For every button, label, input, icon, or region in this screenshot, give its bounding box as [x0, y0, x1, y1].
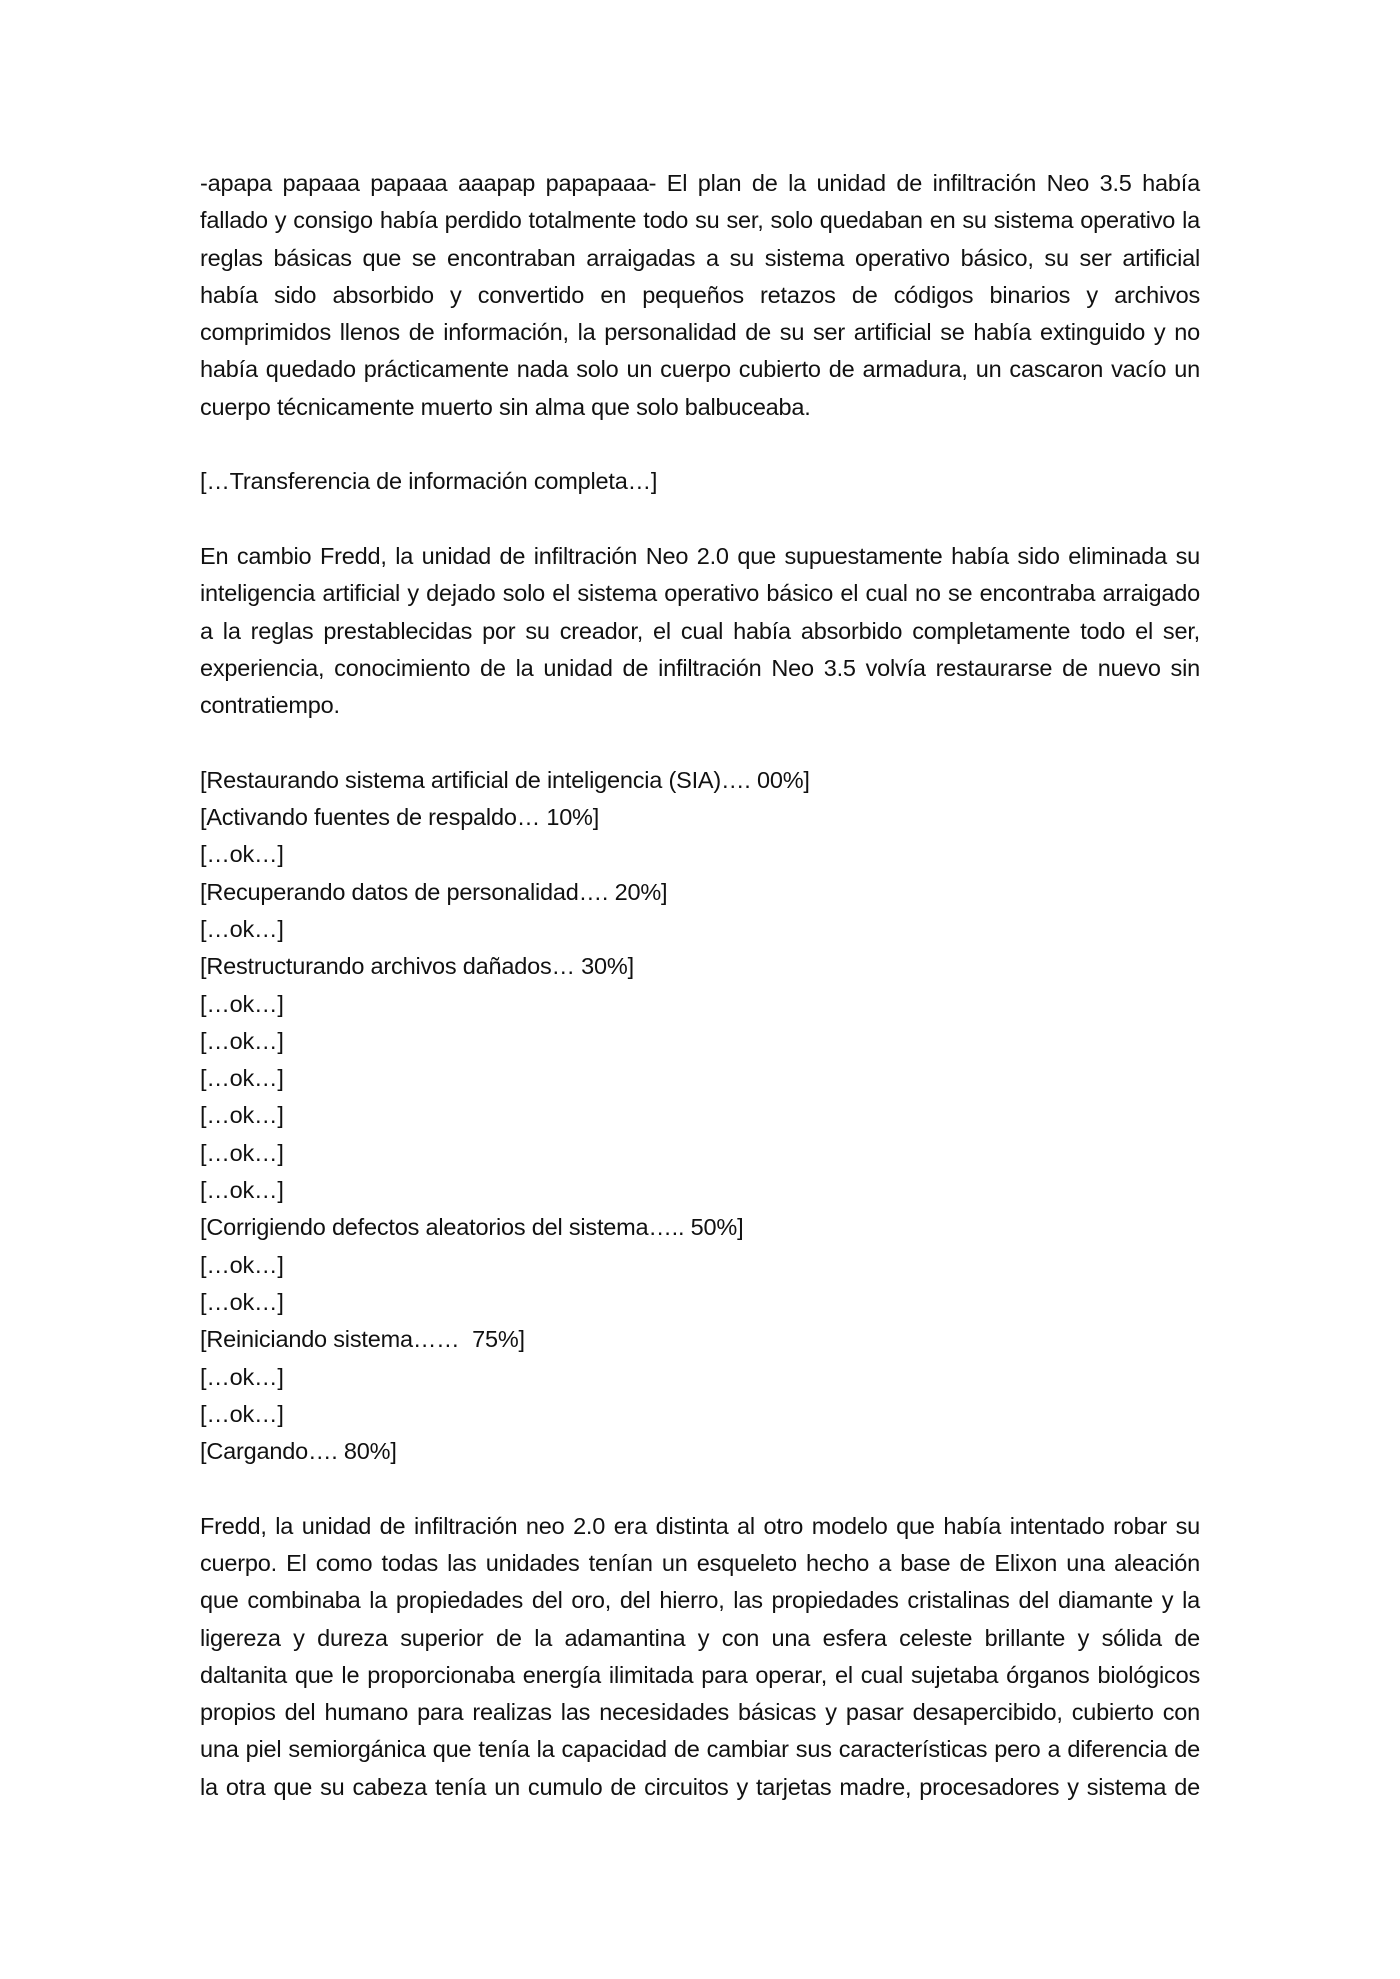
log-line: […ok…]	[200, 1177, 284, 1204]
paragraph-2: En cambio Fredd, la unidad de infiltración Neo 2.0 que supuestamente había sido eliminada su inteligencia artificial y dejado solo el sistema operativo básico el cual no se encontraba arraigado a la reglas prestablecidas por su creador, el cual había absorbido completamente todo el ser, experiencia, conocimiento de la unidad de infiltración Neo 3.5 volvía restaurarse de nuevo sin contratiempo.	[200, 542, 1200, 719]
paragraph-spacer	[200, 1470, 1200, 1507]
transfer-line: […Transferencia de información completa…]	[200, 468, 658, 495]
log-line: […ok…]	[200, 1288, 284, 1315]
document-body	[200, 165, 1200, 1806]
log-line: [Reiniciando sistema…… 75%]	[200, 1326, 525, 1353]
log-line: […ok…]	[200, 915, 284, 942]
log-line: […ok…]	[200, 1065, 284, 1092]
log-line: [Restructurando archivos dañados… 30%]	[200, 953, 634, 980]
log-line: [Cargando…. 80%]	[200, 1438, 397, 1465]
paragraph-spacer	[200, 724, 1200, 761]
paragraph-spacer	[200, 426, 1200, 463]
paragraph-spacer	[200, 501, 1200, 538]
log-line: […ok…]	[200, 1102, 284, 1129]
paragraph-3: Fredd, la unidad de infiltración neo 2.0 era distinta al otro modelo que había intentado robar su cuerpo. El como todas las unidades tenían un esqueleto hecho a base de Elixon una aleación que combinaba la propiedades del oro, del hierro, las propiedades cristalinas del diamante y la ligereza y dureza superior de la adamantina y con una esfera celeste brillante y sólida de daltanita que le proporcionaba energía ilimitada para operar, el cual sujetaba órganos biológicos propios del humano para realizas las necesidades básicas y pasar desapercibido, cubierto con una piel semiorgánica que tenía la capacidad de cambiar sus características pero a diferencia de la otra que su cabeza tenía un cumulo de circuitos y tarjetas madre, procesadores y sistema de	[200, 1512, 1200, 1800]
paragraph-1: -apapa papaaa papaaa aaapap papapaaa- El plan de la unidad de infiltración Neo 3.5 había fallado y consigo había perdido totalmente todo su ser, solo quedaban en su sistema operativo la reglas básicas que se encontraban arraigadas a su sistema operativo básico, su ser artificial había sido absorbido y convertido en pequeños retazos de códigos binarios y archivos comprimidos llenos de información, la personalidad de su ser artificial se había extinguido y no había quedado prácticamente nada solo un cuerpo cubierto de armadura, un cascaron vacío un cuerpo técnicamente muerto sin alma que solo balbuceaba.	[200, 170, 1200, 420]
log-line: [Restaurando sistema artificial de inteligencia (SIA)…. 00%]	[200, 766, 810, 793]
log-line: […ok…]	[200, 1139, 284, 1166]
log-line: [Activando fuentes de respaldo… 10%]	[200, 804, 600, 831]
log-line: [Corrigiendo defectos aleatorios del sistema….. 50%]	[200, 1214, 744, 1241]
log-line: […ok…]	[200, 1027, 284, 1054]
log-line: [Recuperando datos de personalidad…. 20%]	[200, 878, 668, 905]
log-line: […ok…]	[200, 841, 284, 868]
system-log	[200, 762, 1200, 1471]
log-line: […ok…]	[200, 1363, 284, 1390]
log-line: […ok…]	[200, 1251, 284, 1278]
log-line: […ok…]	[200, 990, 284, 1017]
log-line: […ok…]	[200, 1400, 284, 1427]
